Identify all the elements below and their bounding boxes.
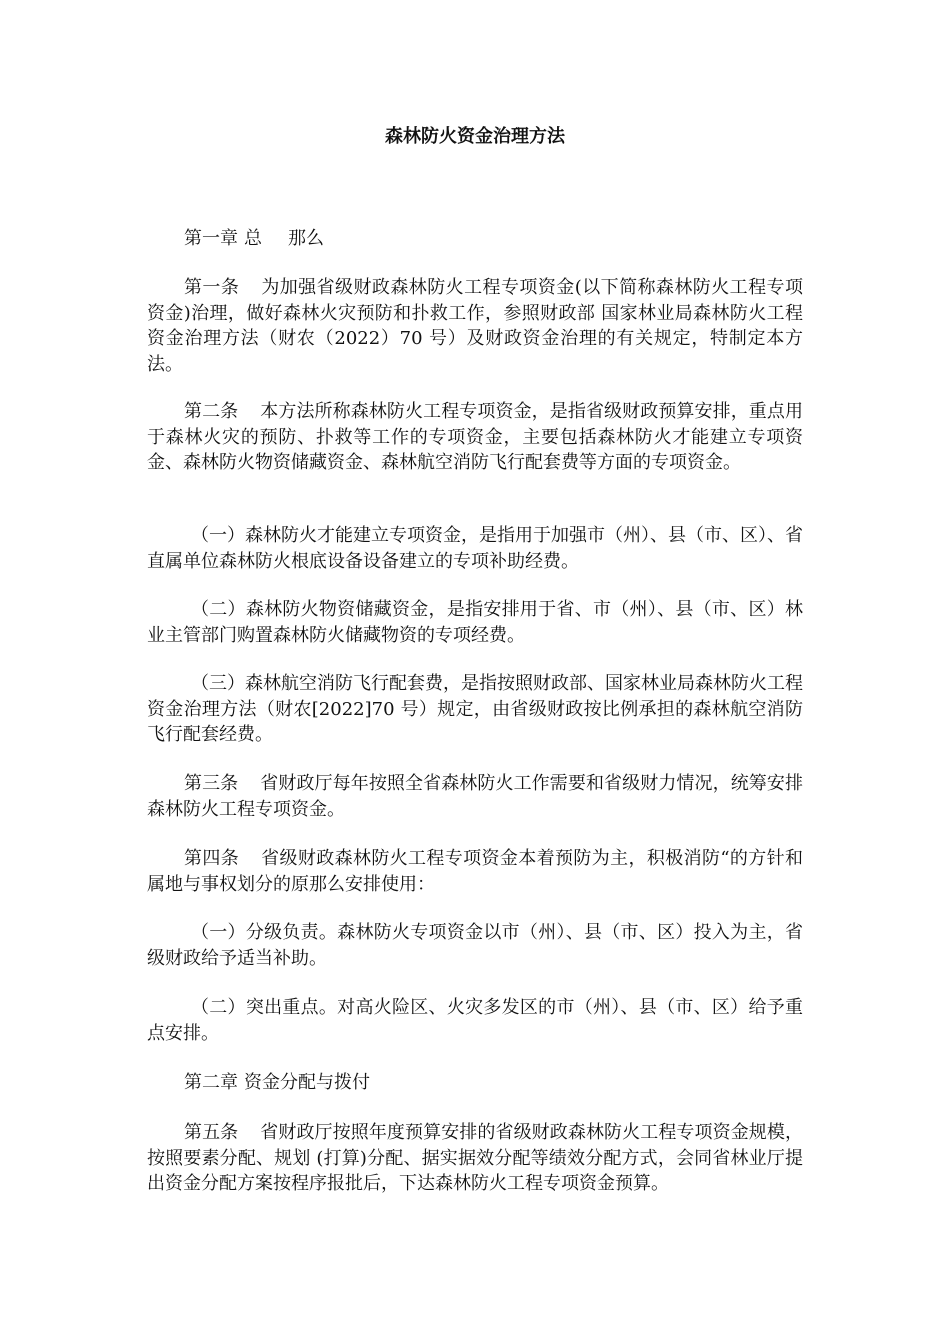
article-1: [147, 275, 803, 377]
article-4-text: 省级财政森林防火工程专项资金本着预防为主，积极消防“的方针和属地与事权划分的原那么安排使用：: [147, 848, 803, 895]
article-5-text: 省财政厅按照年度预算安排的省级财政森林防火工程专项资金规模，按照要素分配、规划 (打算)分配、据实据效分配等绩效分配方式，会同省林业厅提出资金分配方案按程序报批后，下达森林防火工程专项资金预算。: [147, 1122, 803, 1194]
article-4-item-2: （二）突出重点。对高火险区、火灾多发区的市（州）、县（市、区）给予重点安排。: [147, 997, 803, 1044]
chapter-2-title: 资金分配与拨付: [244, 1072, 370, 1093]
chapter-1-label: 第一章: [184, 228, 238, 249]
article-1-text: 为加强省级财政森林防火工程专项资金(以下简称森林防火工程专项资金)治理，做好森林火灾预防和扑救工作，参照财政部 国家林业局森林防火工程资金治理方法（财农（2022）70 号）及财政资金治理的有关规定，特制定本方法。: [147, 277, 803, 375]
article-2: [147, 399, 803, 476]
chapter-1-heading: [147, 226, 803, 252]
chapter-1-title-b: 那么: [288, 228, 324, 249]
article-5-label: 第五条: [184, 1122, 239, 1143]
article-2-item-1: （一）森林防火才能建立专项资金，是指用于加强市（州）、县（市、区）、省直属单位森林防火根底设备设备建立的专项补助经费。: [147, 525, 803, 572]
chapter-1-title-a: 总: [244, 228, 288, 249]
article-4-item-1: （一）分级负责。森林防火专项资金以市（州）、县（市、区）投入为主，省级财政给予适当补助。: [147, 922, 803, 969]
article-3-text: 省财政厅每年按照全省森林防火工作需要和省级财力情况，统筹安排森林防火工程专项资金。: [147, 773, 803, 820]
article-2-text: 本方法所称森林防火工程专项资金，是指省级财政预算安排，重点用于森林火灾的预防、扑救等工作的专项资金，主要包括森林防火才能建立专项资金、森林防火物资储藏资金、森林航空消防飞行配套费等方面的专项资金。: [147, 401, 803, 473]
article-3: [147, 771, 803, 822]
article-2-label: 第二条: [184, 401, 239, 422]
article-1-label: 第一条: [184, 277, 240, 298]
article-2-item-2: （二）森林防火物资储藏资金，是指安排用于省、市（州）、县（市、区）林业主管部门购置森林防火储藏物资的专项经费。: [147, 599, 803, 646]
article-4: [147, 846, 803, 897]
chapter-2-label: 第二章: [184, 1072, 238, 1093]
article-4-label: 第四条: [184, 848, 240, 869]
article-3-label: 第三条: [184, 773, 239, 794]
article-5: [147, 1120, 803, 1197]
document-title: 森林防火资金治理方法: [385, 126, 565, 147]
chapter-2-heading: [147, 1070, 803, 1096]
article-2-item-3: （三）森林航空消防飞行配套费，是指按照财政部、国家林业局森林防火工程资金治理方法（财农[2022]70 号）规定，由省级财政按比例承担的森林航空消防飞行配套经费。: [147, 673, 803, 745]
